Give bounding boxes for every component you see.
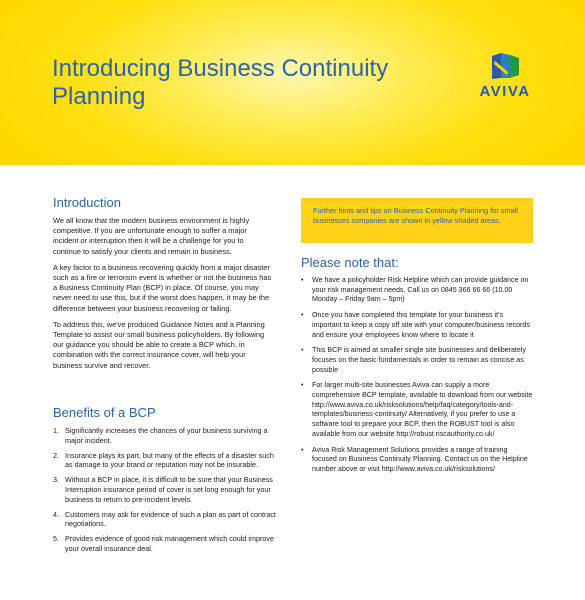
title-line-2: Planning (52, 83, 146, 110)
page-title (52, 55, 432, 111)
list-number: 2. (53, 450, 59, 460)
list-number: 4. (53, 509, 59, 519)
aviva-logo (470, 52, 540, 107)
list-item (301, 446, 533, 475)
list-item (301, 381, 533, 439)
list-item-text: Customers may ask for evidence of such a plan as part of contract negotiations. (65, 509, 276, 529)
list-number: 5. (53, 534, 59, 544)
list-number: 1. (53, 426, 59, 435)
intro-paragraph: A key factor to a business recovering quickly from a major disaster such as a fire or terrorism event is whether or not the business has a Business Continuity Plan (BCP) in place. Of course, you may never need to use this, but if the worst does happen, it may be the difference between your business recovering or failing. (53, 262, 272, 313)
list-item-text: We have a policyholder Risk Helpline which can provide guidance on your risk management needs. Call us on 0845 366 66 66 (10.00 Monday – Friday 9am – 5pm) (312, 276, 529, 304)
bullet-icon: • (301, 276, 304, 284)
list-item-text: Insurance plays its part, but many of the effects of a disaster such as damage to your brand or reputation may not be insurable. (65, 450, 274, 470)
bullet-icon: • (301, 381, 304, 390)
title-line-1: Introducing Business Continuity (52, 55, 389, 82)
list-item-text: Once you have completed this template for your business it's important to keep a copy off site with your computer/business records and ensure your employees know where to locate it (312, 311, 530, 339)
bullet-icon: • (301, 346, 304, 355)
benefits-heading: Benefits of a BCP (53, 405, 156, 420)
notes-heading: Please note that: (301, 255, 399, 270)
intro-paragraph: To address this, we've produced Guidance Notes and a Planning Template to assist our small business policyholders. By following our guidance you should be able to create a BCP which, in combination with the correct insurance cover, will help your business survive and recover. (53, 319, 265, 370)
list-item-text: For larger multi-site businesses Aviva can supply a more comprehensive BCP template, available to download from our website http://www.aviva.co.uk/risksolutions/help/faq/category/tools-and-templates/business-continuity/ Alternatively, if you prefer to use a software tool to prepare your BCP, then the ROBUST tool is also available from our website http://robust.riscauthority.co.uk/ (312, 381, 533, 438)
list-item-text: Significantly increases the chances of your business surviving a major incident. (65, 426, 268, 445)
list-item (301, 276, 533, 305)
introduction-heading: Introduction (53, 195, 121, 210)
list-item (53, 475, 278, 504)
list-item-text: Aviva Risk Management Solutions provides a range of training focused on Business Continuity Planning. Contact us on the Helpline number above or visit http://www.aviva.co.uk/risksolutions/ (312, 445, 528, 473)
list-item-text: Without a BCP in place, it is difficult to be sure that your Business Interruption insurance period of cover is set long enough for your business to return to pre-incident levels. (65, 475, 273, 504)
list-item-text: Provides evidence of good risk management which could improve your overall insurance deal. (65, 534, 274, 553)
list-number: 3. (53, 475, 59, 485)
intro-paragraph: We all know that the modern business environment is highly competitive. If you are unfortunate enough to suffer a major incident or interruption then it will be a challenge for you to continue to satisfy your clients and remain in business. (53, 216, 250, 256)
bullet-icon: • (301, 445, 304, 454)
list-item (301, 346, 533, 375)
list-item (53, 534, 278, 554)
hint-box (301, 198, 533, 243)
hint-text: Further hints and tips on Business Continuity Planning for small businesses companies are shown in yellow shaded areas. (313, 206, 518, 225)
list-item (53, 451, 278, 471)
bullet-icon: • (301, 311, 304, 320)
list-item (53, 426, 278, 446)
list-item (301, 311, 533, 340)
list-item (53, 510, 278, 530)
notes-column (301, 198, 533, 481)
list-item-text: This BCP is aimed at smaller single site businesses and deliberately focuses on the basic fundamentals in order to remain as concise as possible (312, 346, 526, 374)
benefits-section (53, 405, 278, 559)
header-banner (0, 0, 585, 165)
brand-wordmark: AVIVA (479, 83, 531, 100)
aviva-flag-icon (488, 52, 522, 80)
introduction-section (53, 195, 273, 377)
